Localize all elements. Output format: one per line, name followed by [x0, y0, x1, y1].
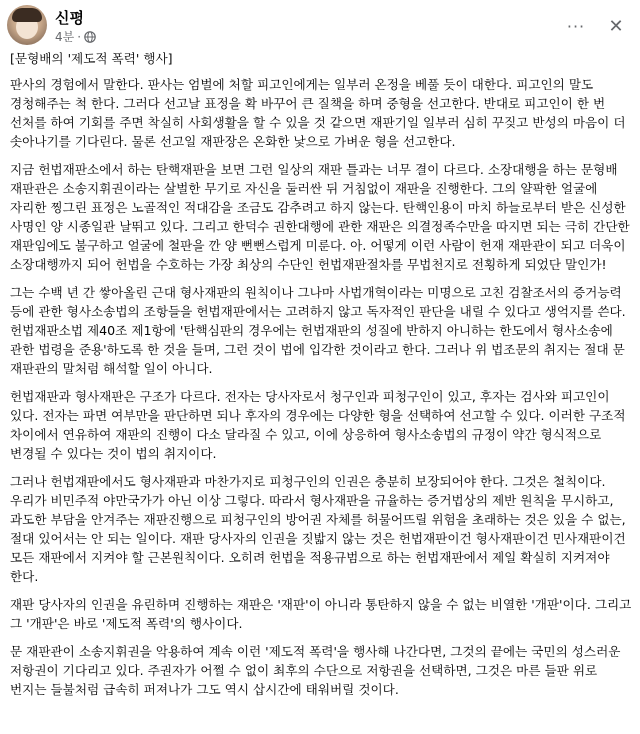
post-time[interactable]: 4분: [55, 30, 75, 44]
post-paragraph: 지금 헌법재판소에서 하는 탄핵재판을 보면 그런 일상의 재판 틀과는 너무 결이 다르다. 소장대행을 하는 문형배 재판관은 소송지휘권이라는 살벌한 무기로 자신을 둘러싼 뒤 거침없이 재판을 진행한다. 그의 얄팍한 얼굴에 자리한 찡그린 표정은 노골적인 적대감을 조금도 감추려고 하지 않는다. 탄핵인용이 마치 하늘로부터 받은 신성한 사명인 양 시종일관 날뛰고 있다. 그리고 한덕수 권한대행에 관한 재판은 의결정족수만을 따지면 되는 극히 간단한 재판임에도 불구하고 얼굴에 철판을 깐 양 뻔뻔스럽게 미룬다. 아. 어떻게 이런 사람이 헌재 재판관이 되고 더욱이 소장대행까지 되어 헌법을 수호하는 가장 최상의 수단인 헌법재판절차를 무법천지로 전횡하게 되었단 말인가!: [10, 162, 630, 272]
post-paragraph: 판사의 경험에서 말한다. 판사는 엄벌에 처할 피고인에게는 일부러 온정을 베풀 듯이 대한다. 피고인의 말도 경청해주는 척 한다. 그러다 선고날 표정을 확 바꾸어 큰 질책을 하며 중형을 선고한다. 반대로 피고인이 한 번 선처를 하여 기회를 주면 착실히 사회생활을 할 수 있을 것 같으면 재판기일 일부러 심히 꾸짖고 반성의 마음이 더 솟아나기를 기다린다. 물론 선고일 재판장은 온화한 낯으로 가벼운 형을 선고한다.: [10, 77, 626, 149]
meta-separator: ·: [77, 29, 82, 44]
globe-icon: [84, 31, 96, 43]
post-title: [문형배의 '제도적 폭력' 행사]: [10, 51, 173, 66]
post-meta: [55, 28, 96, 45]
post-body: [10, 49, 634, 708]
close-icon[interactable]: ✕: [608, 15, 624, 37]
author-name[interactable]: 신평: [55, 9, 84, 27]
post-paragraph: 문 재판관이 소송지휘권을 악용하여 계속 이런 '제도적 폭력'을 행사해 나간다면, 그것의 끝에는 국민의 성스러운 저항권이 기다리고 있다. 주권자가 어쩔 수 없이 최후의 수단으로 저항권을 선택하면, 그것은 마른 들판 위로 번지는 들불처럼 급속히 퍼져나가 그도 역시 삽시간에 태워버릴 것이다.: [10, 644, 621, 697]
more-icon[interactable]: ···: [566, 16, 586, 36]
post-paragraph: 그는 수백 년 간 쌓아올린 근대 형사재판의 원칙이나 그나마 사법개혁이라는 미명으로 고친 검찰조서의 증거능력 등에 관한 형사소송법의 조항들을 헌법재판에서는 고려하지 않고 독자적인 판단을 내릴 수 있다고 생억지를 쓴다. 헌법재판소법 제40조 제1항에 '탄핵심판의 경우에는 헌법재판의 성질에 반하지 아니하는 한도에서 형사소송에 관한 법령을 준용'하도록 한 것을 들며, 그런 것이 법에 입각한 것이라고 한다. 그러나 위 법조문의 취지는 절대 문 재판관의 말처럼 해석할 일이 아니다.: [10, 285, 626, 376]
post-header: [0, 0, 640, 52]
post-paragraph: 그러나 헌법재판에서도 형사재판과 마찬가지로 피청구인의 인권은 충분히 보장되어야 한다. 그것은 철칙이다. 우리가 비민주적 야만국가가 아닌 이상 그렇다. 따라서 형사재판을 규율하는 증거법상의 제반 원칙을 무시하고, 과도한 부담을 안겨주는 재판진행으로 피청구인의 방어권 자체를 허물어뜨릴 위험을 초래하는 것은 있을 수 없는, 절대 있어서는 안 되는 일이다. 재판 당사자의 인권을 짓밟지 않는 것은 헌법재판이건 형사재판이건 민사재판이건 모든 재판에서 지켜야 할 근본원칙이다. 오히려 헌법을 적용규범으로 하는 헌법재판에서 제일 확실히 지켜져야 한다.: [10, 474, 626, 584]
avatar-hair: [12, 8, 42, 22]
post-paragraph: 헌법재판과 형사재판은 구조가 다르다. 전자는 당사자로서 청구인과 피청구인이 있고, 후자는 검사와 피고인이 있다. 전자는 파면 여부만을 판단하면 되나 후자의 경우에는 다양한 형을 선택하여 선고할 수 있다. 이러한 구조적 차이에서 연유하여 재판의 진행이 다소 달라질 수 있고, 이에 상응하여 형사소송법의 규정이 약간 형식적으로 변경될 수 있다는 것이 법의 취지이다.: [10, 389, 626, 461]
post-paragraph: 재판 당사자의 인권을 유린하며 진행하는 재판은 '재판'이 아니라 통탄하지 않을 수 없는 비열한 '개판'이다. 그리고 그 '개판'은 바로 '제도적 폭력'의 행사이다.: [10, 597, 632, 631]
avatar[interactable]: [7, 5, 47, 45]
